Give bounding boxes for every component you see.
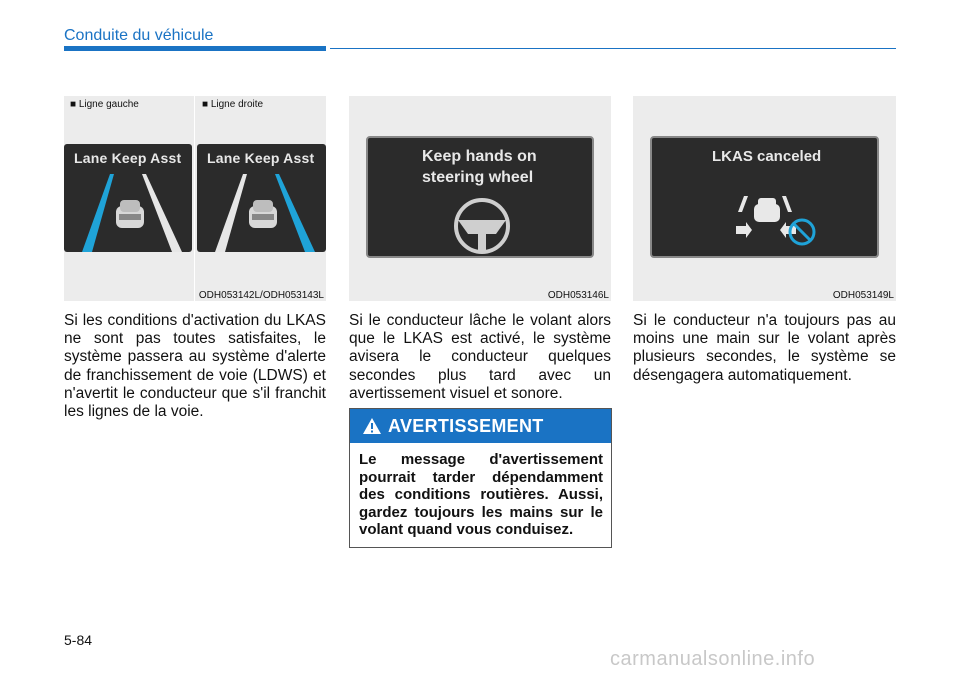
figure-divider — [194, 96, 195, 301]
dashboard-screen — [650, 136, 879, 258]
footer-watermark: carmanualsonline.info — [610, 648, 816, 670]
figure-caption: ODH053142L/ODH053143L — [198, 290, 324, 301]
section-title: Conduite du véhicule — [64, 27, 214, 44]
screen-text-line1: Keep hands on — [422, 148, 537, 165]
lkas-canceled-icon — [652, 138, 881, 260]
figure-lkas-canceled — [633, 96, 896, 301]
warning-body: Le message d'avertissement pourrait tarder dépendamment des conditions routières. Aussi, gardez toujours les mains sur le volant quand vous conduisez. — [359, 451, 603, 538]
warning-triangle-icon — [362, 417, 382, 435]
lka-screen-title-left: Lane Keep Asst — [74, 150, 182, 166]
legend-left-lane: ■ Ligne gauche — [70, 99, 139, 110]
figure-caption: ODH053146L — [547, 290, 609, 301]
steering-wheel-icon — [368, 138, 596, 260]
figure-keep-hands-on — [349, 96, 611, 301]
paragraph-hands-off-warning: Si le conducteur lâche le volant alors que le LKAS est activé, le système avisera le conducteur quelques secondes plus tard avec un avertissement visuel et sonore. — [349, 312, 611, 402]
paragraph-lkas-conditions: Si les conditions d'activation du LKAS ne sont pas toutes satisfaites, le système passera au système d'alerte de franchissement de voie (LDWS) et n'avertit le conducteur que s'il franchit les lignes de la voie. — [64, 312, 326, 421]
dashboard-screen — [366, 136, 594, 258]
screen-text: LKAS canceled — [712, 148, 822, 165]
dashboard-screen-right — [197, 144, 326, 252]
warning-title: AVERTISSEMENT — [388, 415, 544, 436]
dashboard-screen-left — [64, 144, 192, 252]
paragraph-auto-disengage: Si le conducteur n'a toujours pas au moins une main sur le volant après plusieurs secondes, le système se désengagera automatiquement. — [633, 312, 896, 384]
warning-header — [350, 409, 611, 443]
legend-right-lane: ■ Ligne droite — [202, 99, 264, 110]
header-divider — [330, 48, 896, 49]
lka-screen-title-right: Lane Keep Asst — [207, 150, 315, 166]
figure-lane-keep-assist — [64, 96, 326, 301]
left-lane-line — [215, 174, 247, 252]
left-lane-line-highlighted — [82, 174, 114, 252]
screen-text-line2: steering wheel — [422, 169, 534, 186]
car-icon — [249, 200, 277, 228]
lane-graphic-left — [64, 144, 192, 252]
figure-caption: ODH053149L — [832, 290, 894, 301]
right-lane-line — [142, 174, 182, 252]
right-lane-line-highlighted — [275, 174, 315, 252]
warning-box — [349, 408, 612, 548]
lane-graphic-right — [197, 144, 326, 252]
page-number: 5-84 — [64, 632, 93, 648]
header-accent-bar — [64, 46, 326, 51]
car-icon — [116, 200, 144, 228]
